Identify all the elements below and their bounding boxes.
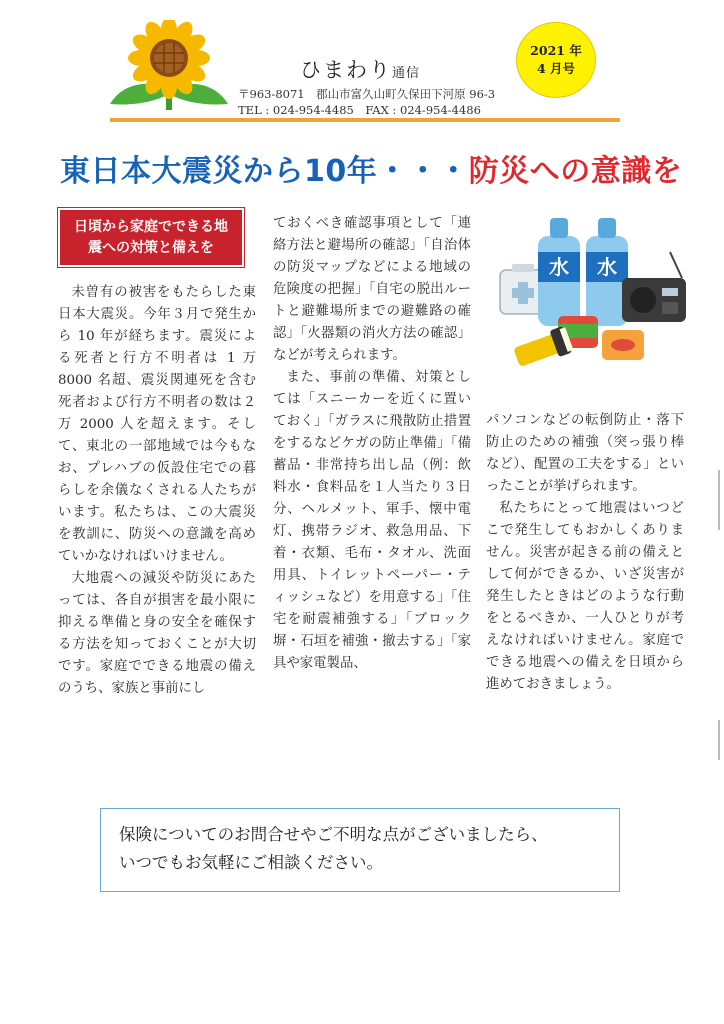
header-rule	[110, 118, 620, 122]
headline-part1: 東日本大震災から10年・・・	[60, 154, 469, 189]
issue-badge	[516, 22, 596, 98]
section-subheading	[58, 208, 244, 267]
paragraph: パソコンなどの転倒防止・落下防止のための補強（突っ張り棒など）、配置の工夫をする」といったことが挙げられます。	[486, 413, 684, 494]
paragraph: 未曽有の被害をもたらした東日本大震災。今年３月で発生から 10 年が経ちます。震災による死者と行方不明者は 1 万 8000 名超、震災関連死を含む死者および行方不明者の数は２万 2000 人を超えます。そして、東北の一部地域では今もなお、プレハブの仮設住宅での暮らしを余儀なくされる人たちがいます。私たちは、この大震災を教訓に、防災への意識を高めていかなければいけません。	[58, 285, 256, 564]
article-column-2	[273, 213, 471, 675]
contact-notice-box	[100, 808, 620, 892]
headline	[60, 146, 682, 190]
edge-mark	[718, 470, 720, 530]
paragraph: ておくべき確認事項として「連絡方法と避場所の確認」「自治体の防災マップなどによる地域の危険度の把握」「自宅の脱出ルートと避難場所までの避難路の確認」「火器類の消火方法の確認」などが考えられます。	[273, 216, 471, 363]
bottle-label-text: 水	[549, 255, 569, 279]
issue-month: 4 月号	[536, 61, 576, 76]
notice-line1: 保険についてのお問合せやご不明な点がございましたら、	[119, 825, 548, 844]
bottle-label-text: 水	[597, 255, 617, 279]
newsletter-title	[300, 54, 420, 84]
subhead-line1: 日頃から家庭でできる地	[74, 218, 228, 235]
headline-part2: 防災への意識を	[468, 154, 683, 189]
title-main: ひまわり	[300, 58, 392, 82]
article-column-3	[486, 410, 684, 696]
phone-fax: TEL : 024-954-4485 FAX : 024-954-4486	[238, 103, 481, 117]
notice-line2: いつでもお気軽にご相談ください。	[119, 853, 383, 872]
paragraph: また、事前の準備、対策としては「スニーカーを近くに置いておく」「ガラスに飛散防止措置をするなどケガの防止準備」「備蓄品・非常持ち出し品（例：飲料水・食料品を１人当たり３日分、ヘルメット、軍手、懐中電灯、携帯ラジオ、救急用品、下着・衣類、毛布・タオル、洗面用具、トイレットペーパー・ティッシュなど）を用意する」「住宅を耐震補強する」「ブロック塀・石垣を補強・撤去する」「家具や家電製品、	[273, 370, 471, 671]
paragraph: 私たちにとって地震はいつどこで発生してもおかしくありません。災害が起きる前の備えとして何ができるか、いざ災害が発生したときはどのような行動をとるべきか、一人ひとりが考えなければいけません。家庭でできる地震への備えを日頃から進めておきましょう。	[486, 501, 684, 692]
address: 〒963-8071 郡山市富久山町久保田下河原 96-3	[238, 87, 496, 101]
edge-mark	[718, 720, 720, 760]
subhead-line2: 震への対策と備えを	[88, 239, 214, 256]
paragraph: 大地震への減災や防災にあたっては、各自が損害を最小限に抑える準備と身の安全を確保する方法を知っておくことが大切です。家庭でできる地震の備えのうち、家族と事前にし	[58, 571, 256, 696]
disaster-supplies-illustration	[498, 212, 688, 384]
sunflower-logo	[108, 20, 230, 116]
title-sub: 通信	[392, 66, 421, 81]
issue-year: 2021 年	[530, 43, 582, 58]
article-column-1	[58, 282, 256, 700]
